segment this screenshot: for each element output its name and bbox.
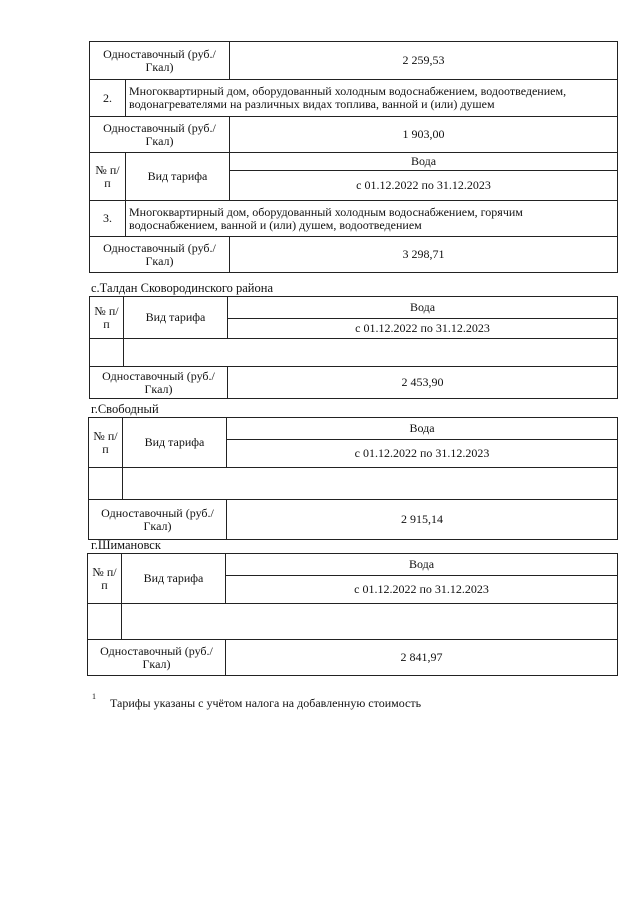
tariff-table-shimanovsk <box>87 553 618 676</box>
tariff-table-svobodny <box>88 417 618 540</box>
tariff-value: 2 841,97 <box>226 640 618 676</box>
footnote <box>92 692 422 711</box>
header-tariff-type: Вид тарифа <box>122 554 226 604</box>
tariff-value: 1 903,00 <box>230 117 618 153</box>
tariff-label: Одноставочный (руб./Гкал) <box>89 500 227 540</box>
table-row <box>90 117 618 153</box>
footnote-text: Тарифы указаны с учётом налога на добавленную стоимость <box>110 696 422 710</box>
table-row <box>89 500 618 540</box>
tariff-label: Одноставочный (руб./Гкал) <box>88 640 226 676</box>
table-row <box>90 367 618 399</box>
header-number: № п/п <box>90 153 126 201</box>
footnote-mark: 1 <box>92 692 96 701</box>
section-caption-svobodny: г.Свободный <box>91 402 159 416</box>
table-row <box>89 468 618 500</box>
tariff-table-taldan <box>89 296 618 399</box>
empty-cell <box>90 339 124 367</box>
tariff-label: Одноставочный (руб./Гкал) <box>90 117 230 153</box>
tariff-value: 3 298,71 <box>230 237 618 273</box>
table-row <box>90 201 618 237</box>
table-row <box>90 42 618 80</box>
header-resource: Вода <box>227 418 618 440</box>
tariff-table-main <box>89 41 618 273</box>
header-period: с 01.12.2022 по 31.12.2023 <box>227 440 618 468</box>
tariff-value: 2 453,90 <box>228 367 618 399</box>
table-header-row <box>90 153 618 171</box>
header-number: № п/п <box>89 418 123 468</box>
header-number: № п/п <box>90 297 124 339</box>
empty-cell <box>123 468 618 500</box>
table-row <box>90 339 618 367</box>
tariff-value: 2 259,53 <box>230 42 618 80</box>
header-resource: Вода <box>228 297 618 319</box>
header-number: № п/п <box>88 554 122 604</box>
table-row <box>90 80 618 117</box>
header-resource: Вода <box>226 554 618 576</box>
section-caption-taldan: с.Талдан Сковородинского района <box>91 281 273 295</box>
empty-cell <box>89 468 123 500</box>
empty-cell <box>124 339 618 367</box>
table-header-row <box>88 554 618 576</box>
header-period: с 01.12.2022 по 31.12.2023 <box>228 319 618 339</box>
tariff-label: Одноставочный (руб./Гкал) <box>90 237 230 273</box>
header-tariff-type: Вид тарифа <box>124 297 228 339</box>
row-number: 3. <box>90 201 126 237</box>
empty-cell <box>88 604 122 640</box>
header-resource: Вода <box>230 153 618 171</box>
empty-cell <box>122 604 618 640</box>
table-row <box>88 640 618 676</box>
tariff-label: Одноставочный (руб./Гкал) <box>90 42 230 80</box>
table-row <box>90 237 618 273</box>
consumer-category: Многоквартирный дом, оборудованный холодным водоснабжением, горячим водоснабжением, ванной и (или) душем, водоотведением <box>126 201 618 237</box>
table-header-row <box>89 418 618 440</box>
section-caption-shimanovsk: г.Шимановск <box>91 538 161 552</box>
tariff-value: 2 915,14 <box>227 500 618 540</box>
row-number: 2. <box>90 80 126 117</box>
header-period: с 01.12.2022 по 31.12.2023 <box>226 576 618 604</box>
tariff-label: Одноставочный (руб./Гкал) <box>90 367 228 399</box>
header-period: с 01.12.2022 по 31.12.2023 <box>230 171 618 201</box>
table-header-row <box>90 297 618 319</box>
header-tariff-type: Вид тарифа <box>123 418 227 468</box>
table-row <box>88 604 618 640</box>
header-tariff-type: Вид тарифа <box>126 153 230 201</box>
consumer-category: Многоквартирный дом, оборудованный холодным водоснабжением, водоотведением, водонагревателями на различных видах топлива, ванной и (или) душем <box>126 80 618 117</box>
